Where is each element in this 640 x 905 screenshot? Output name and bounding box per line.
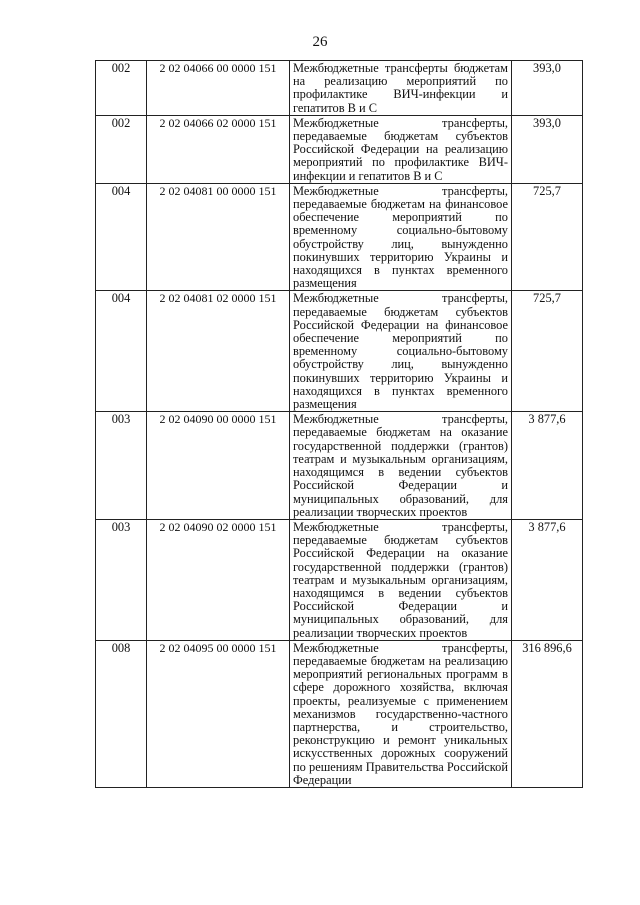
amount-cell: 3 877,6 xyxy=(512,519,583,640)
admin-code-cell: 003 xyxy=(96,412,147,520)
budget-code-cell: 2 02 04081 00 0000 151 xyxy=(147,183,290,291)
revenue-name-cell: Межбюджетные трансферты, передаваемые бюджетам субъектов Российской Федерации на реализацию мероприятий по профилактике ВИЧ-инфекции и гепатитов В и С xyxy=(290,115,512,183)
table-row xyxy=(96,183,583,291)
admin-code-cell: 002 xyxy=(96,115,147,183)
budget-code-cell: 2 02 04090 02 0000 151 xyxy=(147,519,290,640)
table-row xyxy=(96,640,583,787)
amount-cell: 725,7 xyxy=(512,291,583,412)
budget-code-cell: 2 02 04066 02 0000 151 xyxy=(147,115,290,183)
table-row xyxy=(96,519,583,640)
admin-code-cell: 004 xyxy=(96,183,147,291)
revenue-name-cell: Межбюджетные трансферты, передаваемые бюджетам субъектов Российской Федерации на финансовое обеспечение мероприятий по временному социально-бытовому обустройству лиц, вынужденно покинувших территорию Украины и находящихся в пунктах временного размещения xyxy=(290,291,512,412)
amount-cell: 316 896,6 xyxy=(512,640,583,787)
revenue-name-cell: Межбюджетные трансферты, передаваемые бюджетам на оказание государственной поддержки (грантов) театрам и музыкальным организациям, находящимся в ведении субъектов Российской Федерации и муниципальных образований, для реализации творческих проектов xyxy=(290,412,512,520)
admin-code-cell: 008 xyxy=(96,640,147,787)
table-row xyxy=(96,61,583,116)
revenue-name-cell: Межбюджетные трансферты, передаваемые бюджетам субъектов Российской Федерации на оказание государственной поддержки (грантов) театрам и музыкальным организациям, находящимся в ведении субъектов Российской Федерации и муниципальных образований, для реализации творческих проектов xyxy=(290,519,512,640)
admin-code-cell: 003 xyxy=(96,519,147,640)
budget-code-cell: 2 02 04081 02 0000 151 xyxy=(147,291,290,412)
page-number: 26 xyxy=(312,34,328,50)
budget-code-cell: 2 02 04066 00 0000 151 xyxy=(147,61,290,116)
budget-table xyxy=(95,60,583,788)
amount-cell: 3 877,6 xyxy=(512,412,583,520)
revenue-name-cell: Межбюджетные трансферты, передаваемые бюджетам на финансовое обеспечение мероприятий по временному социально-бытовому обустройству лиц, вынужденно покинувших территорию Украины и находящихся в пунктах временного размещения xyxy=(290,183,512,291)
table-row xyxy=(96,115,583,183)
amount-cell: 725,7 xyxy=(512,183,583,291)
revenue-name-cell: Межбюджетные трансферты бюджетам на реализацию мероприятий по профилактике ВИЧ-инфекции и гепатитов В и С xyxy=(290,61,512,116)
table-row xyxy=(96,291,583,412)
revenue-name-cell: Межбюджетные трансферты, передаваемые бюджетам на реализацию мероприятий региональных программ в сфере дорожного хозяйства, включая проекты, реализуемые с применением механизмов государственно-частного партнерства, и строительство, реконструкцию и ремонт уникальных искусственных дорожных сооружений по решениям Правительства Российской Федерации xyxy=(290,640,512,787)
admin-code-cell: 004 xyxy=(96,291,147,412)
budget-code-cell: 2 02 04090 00 0000 151 xyxy=(147,412,290,520)
table-row xyxy=(96,412,583,520)
budget-code-cell: 2 02 04095 00 0000 151 xyxy=(147,640,290,787)
amount-cell: 393,0 xyxy=(512,115,583,183)
amount-cell: 393,0 xyxy=(512,61,583,116)
admin-code-cell: 002 xyxy=(96,61,147,116)
